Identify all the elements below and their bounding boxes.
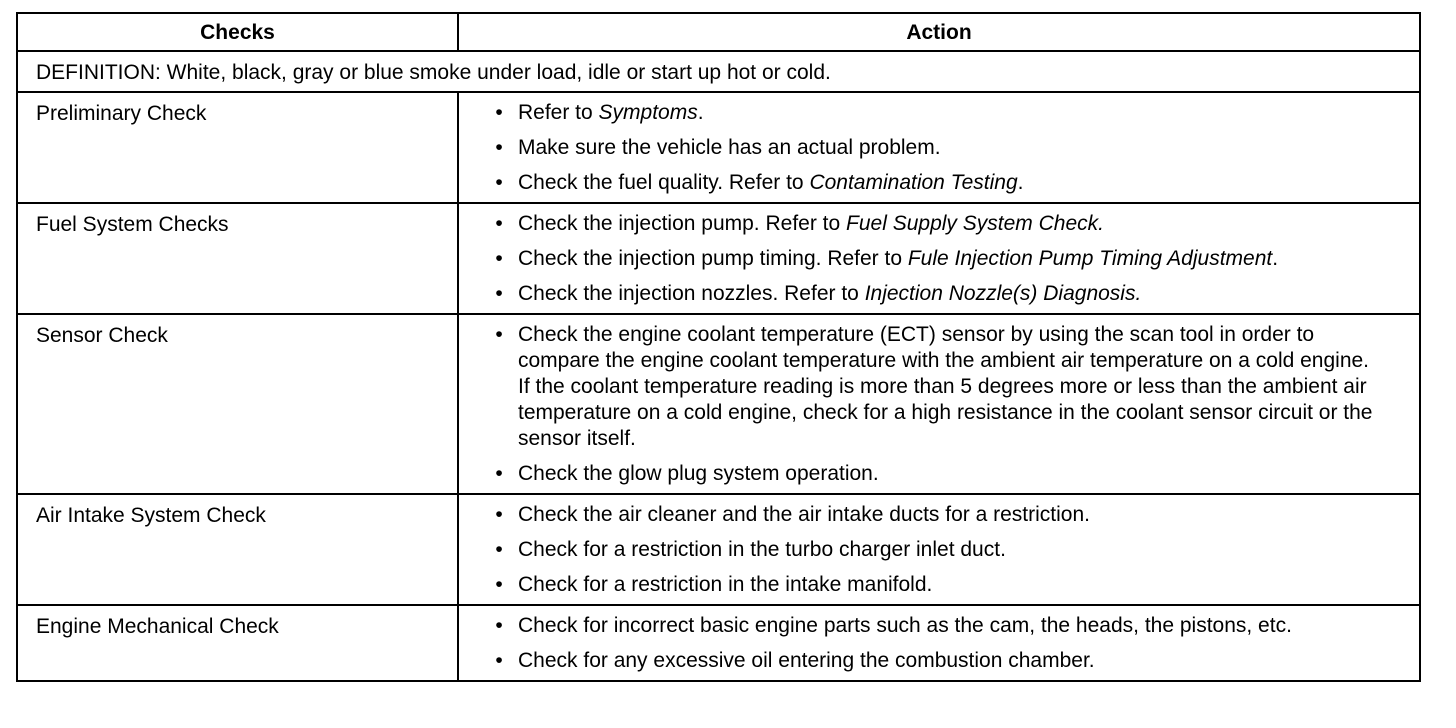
action-cell xyxy=(458,494,1420,605)
reference-link: Symptoms xyxy=(598,101,698,124)
action-text: Check for incorrect basic engine parts such as the cam, the heads, the pistons, etc. xyxy=(518,614,1292,637)
reference-link: Injection Nozzle(s) Diagnosis. xyxy=(864,282,1142,305)
bullet-icon: • xyxy=(495,649,503,672)
table-row xyxy=(17,494,1420,605)
action-item xyxy=(493,246,1379,272)
action-text: Check the injection pump. Refer to xyxy=(518,212,847,235)
action-header: Action xyxy=(458,13,1420,51)
check-name: Sensor Check xyxy=(17,314,458,494)
action-item xyxy=(493,135,1379,161)
table-row xyxy=(17,314,1420,494)
action-item xyxy=(493,170,1379,196)
bullet-icon: • xyxy=(495,247,503,270)
action-text: Check the glow plug system operation. xyxy=(518,462,879,485)
bullet-icon: • xyxy=(495,503,503,526)
checks-header: Checks xyxy=(17,13,458,51)
action-list xyxy=(493,322,1379,487)
table-row xyxy=(17,92,1420,203)
action-list xyxy=(493,100,1379,196)
action-item xyxy=(493,322,1379,452)
action-cell xyxy=(458,203,1420,314)
action-text: Check the injection pump timing. Refer to xyxy=(518,247,908,270)
action-tail: . xyxy=(1272,247,1279,270)
action-item xyxy=(493,572,1379,598)
bullet-icon: • xyxy=(495,101,503,124)
action-item xyxy=(493,648,1379,674)
action-list xyxy=(493,502,1379,598)
header-row xyxy=(17,13,1420,51)
action-item xyxy=(493,537,1379,563)
action-item xyxy=(493,281,1379,307)
action-item xyxy=(493,100,1379,126)
action-text: Check the injection nozzles. Refer to xyxy=(518,282,865,305)
reference-link: Fuel Supply System Check. xyxy=(846,212,1104,235)
action-cell xyxy=(458,92,1420,203)
definition-row xyxy=(17,51,1420,92)
action-text: Check the engine coolant temperature (ECT) sensor by using the scan tool in order to compare the engine coolant temperature with the ambient air temperature on a cold engine. If the coolant temperature reading is more than 5 degrees more or less than the ambient air temperature on a cold engine, check for a high resistance in the coolant sensor circuit or the sensor itself. xyxy=(518,323,1373,450)
action-text: Check for a restriction in the intake manifold. xyxy=(518,573,933,596)
reference-link: Fule Injection Pump Timing Adjustment xyxy=(907,247,1273,270)
action-text: Make sure the vehicle has an actual problem. xyxy=(518,136,941,159)
bullet-icon: • xyxy=(495,573,503,596)
bullet-icon: • xyxy=(495,462,503,485)
action-cell xyxy=(458,605,1420,681)
bullet-icon: • xyxy=(495,538,503,561)
check-name: Engine Mechanical Check xyxy=(17,605,458,681)
action-cell xyxy=(458,314,1420,494)
bullet-icon: • xyxy=(495,171,503,194)
check-name: Preliminary Check xyxy=(17,92,458,203)
action-item xyxy=(493,502,1379,528)
action-text: Check for a restriction in the turbo charger inlet duct. xyxy=(518,538,1006,561)
bullet-icon: • xyxy=(495,614,503,637)
action-text: Check for any excessive oil entering the combustion chamber. xyxy=(518,649,1095,672)
action-item xyxy=(493,211,1379,237)
action-item xyxy=(493,461,1379,487)
reference-link: Contamination Testing xyxy=(809,171,1018,194)
bullet-icon: • xyxy=(495,212,503,235)
action-list xyxy=(493,613,1379,674)
check-name: Air Intake System Check xyxy=(17,494,458,605)
definition-text: DEFINITION: White, black, gray or blue smoke under load, idle or start up hot or cold. xyxy=(17,51,1420,92)
bullet-icon: • xyxy=(495,323,503,346)
table-row xyxy=(17,605,1420,681)
table-row xyxy=(17,203,1420,314)
bullet-icon: • xyxy=(495,282,503,305)
action-item xyxy=(493,613,1379,639)
action-tail: . xyxy=(1017,171,1024,194)
action-text: Refer to xyxy=(518,101,599,124)
bullet-icon: • xyxy=(495,136,503,159)
action-list xyxy=(493,211,1379,307)
diagnostic-table xyxy=(16,12,1421,682)
action-text: Check the air cleaner and the air intake ducts for a restriction. xyxy=(518,503,1090,526)
check-name: Fuel System Checks xyxy=(17,203,458,314)
action-text: Check the fuel quality. Refer to xyxy=(518,171,810,194)
action-tail: . xyxy=(697,101,704,124)
